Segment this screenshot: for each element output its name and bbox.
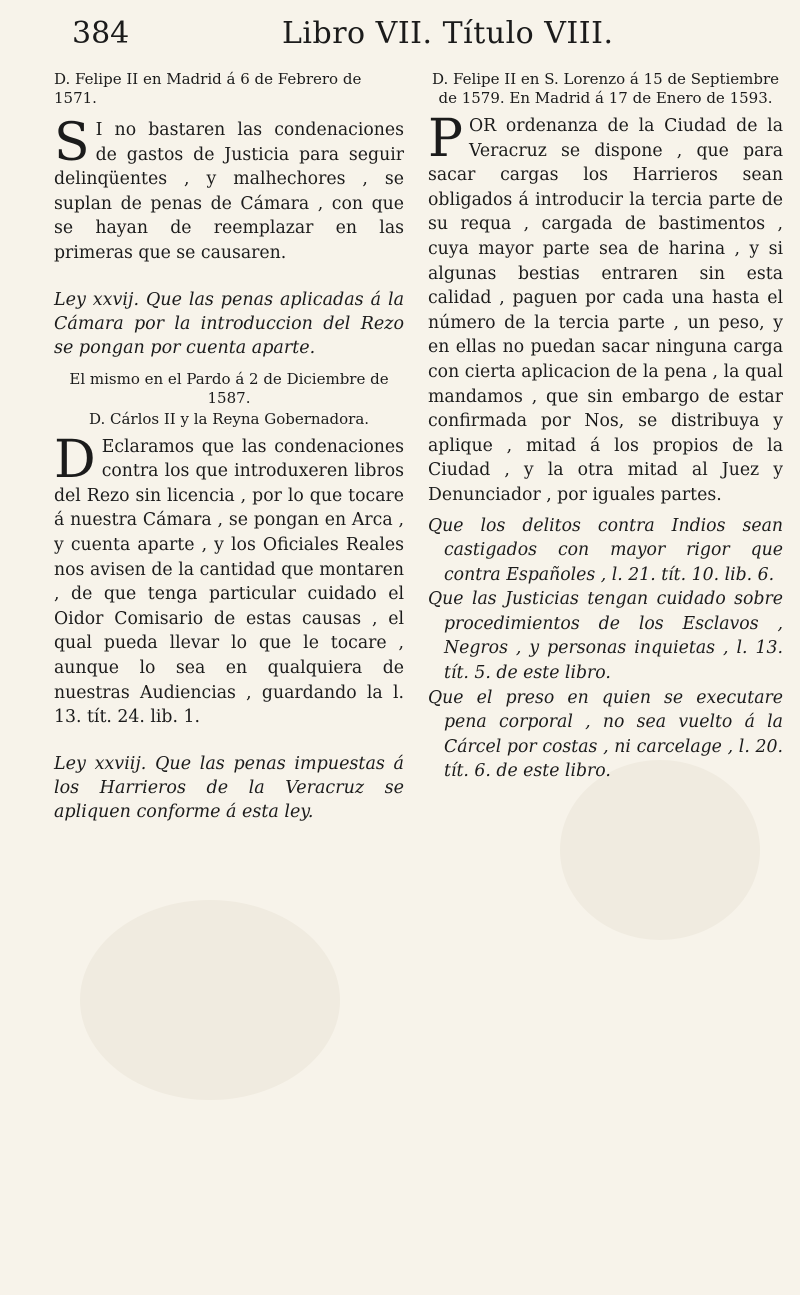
left-column	[54, 70, 404, 834]
paper-stain	[80, 900, 340, 1100]
page-number: 384	[72, 16, 130, 51]
page-header	[72, 14, 760, 54]
law-28-body: OR ordenanza de la Ciudad de la Veracruz se dispone , que para sacar cargas los Harrieros sean obligados á introducir la tercia parte de su requa , cargada de bastimentos , cuya mayor parte sea de harina , y si algunas bestias entraren sin esta calidad , paguen por cada una hasta el número de la tercia parte , un peso, y en ellas no puedan sacar ninguna carga con cierta aplicacion de la pena , la qual mandamos , que sin embargo de estar confirmada por Nos, se distribuya y aplique , mitad á los propios de la Ciudad , y la otra mitad al Juez y Denunciador , por iguales partes.	[428, 116, 783, 505]
law-27-source: El mismo en el Pardo á 2 de Diciembre de 1587.	[69, 369, 389, 407]
law-28-source: D. Felipe II en S. Lorenzo á 15 de Septiembre de 1579. En Madrid á 17 de Enero de 1593.	[431, 70, 780, 107]
paper-stain	[560, 760, 760, 940]
law-26-text	[54, 113, 404, 266]
drop-cap: S	[54, 113, 90, 173]
law-27-text	[54, 429, 404, 730]
law-28-text	[428, 109, 783, 508]
cross-reference: Que las Justicias tengan cuidado sobre procedimientos de los Esclavos , Negros , y personas inquietas , l. 13. tít. 5. de este libro.	[428, 589, 783, 684]
law-28-title: Ley xxviij. Que las penas impuestas á los Harrieros de la Veracruz se apliquen conforme á esta ley.	[54, 753, 404, 822]
law-27-body: Eclaramos que las condenaciones contra los que introduxeren libros del Rezo sin licencia , por lo que tocare á nuestra Cámara , se pongan en Arca , y cuenta aparte , y los Oficiales Reales nos avisen de la cantidad que montaren , de que tenga particular cuidado el Oidor Comisario de estas causas , el qual pueda llevar lo que le tocare , aunque lo sea en qualquiera de nuestras Audiencias , guardando la l. 13. tít. 24. lib. 1.	[54, 436, 404, 728]
cross-reference: Que el preso en quien se executare pena corporal , no sea vuelto á la Cárcel por costas , ni carcelage , l. 20. tít. 6. de este libro.	[428, 687, 783, 782]
law-26-source: D. Felipe II en Madrid á 6 de Febrero de 1571.	[54, 70, 362, 107]
cross-reference: Que los delitos contra Indios sean castigados con mayor rigor que contra Españoles , l. 21. tít. 10. lib. 6.	[428, 515, 783, 585]
drop-cap: P	[428, 109, 463, 169]
drop-cap: D	[54, 429, 96, 490]
law-27-source-2: D. Cárlos II y la Reyna Gobernadora.	[88, 409, 370, 428]
law-27-title: Ley xxvij. Que las penas aplicadas á la Cámara por la introduccion del Rezo se pongan por cuenta aparte.	[54, 289, 404, 358]
right-column	[428, 70, 783, 784]
running-head: Libro VII. Título VIII.	[282, 16, 614, 51]
law-26-body: I no bastaren las condenaciones de gastos de Justicia para seguir delinqüentes , y malhechores , se suplan de penas de Cámara , con que se hayan de reemplazar en las primeras que se causaren.	[54, 120, 404, 263]
